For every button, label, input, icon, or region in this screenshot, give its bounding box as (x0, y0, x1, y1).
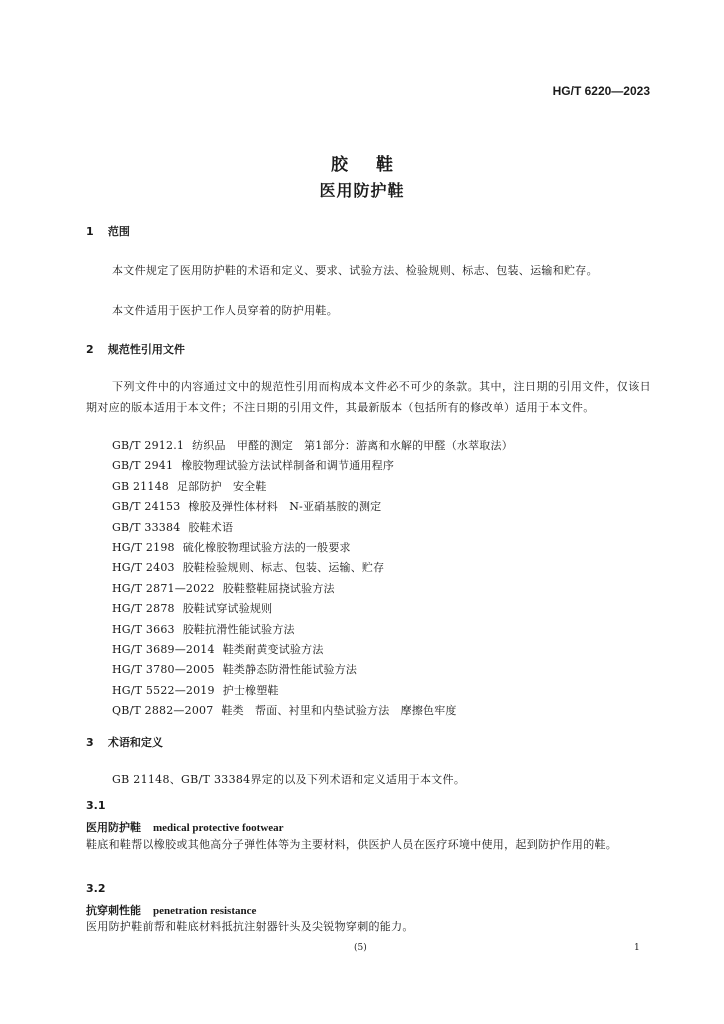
reference-item (112, 538, 513, 558)
reference-code: HG/T 2871—2022 (112, 581, 215, 595)
scope-paragraph-1: 本文件规定了医用防护鞋的术语和定义、要求、试验方法、检验规则、标志、包装、运输和贮存。 (112, 264, 598, 277)
section-number: 3 (86, 736, 94, 749)
reference-title: 足部防护 安全鞋 (176, 479, 267, 493)
reference-code: HG/T 3663 (112, 622, 175, 636)
reference-code: HG/T 2403 (112, 561, 175, 575)
reference-title: 胶鞋术语 (188, 520, 234, 534)
reference-code: HG/T 5522—2019 (112, 683, 215, 697)
reference-item (112, 701, 513, 721)
terms-intro-paragraph: GB 21148、GB/T 33384界定的以及下列术语和定义适用于本文件。 (112, 773, 466, 786)
title-sub: 医用防护鞋 (319, 181, 405, 200)
reference-title: 鞋类耐黄变试验方法 (222, 642, 324, 656)
reference-title: 橡胶物理试验方法试样制备和调节通用程序 (181, 459, 395, 473)
term-3-1-definition: 鞋底和鞋帮以橡胶或其他高分子弹性体等为主要材料，供医护人员在医疗环境中使用，起到防护作用的鞋。 (86, 838, 618, 851)
reference-title: 胶鞋抗滑性能试验方法 (182, 622, 295, 636)
scope-paragraph-2: 本文件适用于医护工作人员穿着的防护用鞋。 (112, 304, 338, 317)
section-2-heading (86, 341, 185, 357)
term-3-1-number: 3.1 (86, 799, 106, 812)
reference-code: GB 21148 (112, 479, 169, 493)
reference-code: GB/T 24153 (112, 500, 181, 514)
reference-title: 橡胶及弹性体材料 N-亚硝基胺的测定 (188, 500, 382, 514)
reference-code: GB/T 2912.1 (112, 439, 185, 452)
section-3-heading (86, 734, 163, 750)
title-main: 胶鞋 (331, 155, 421, 175)
reference-item (112, 477, 513, 497)
section-title: 范围 (107, 225, 130, 238)
reference-item (112, 456, 513, 476)
section-title: 术语和定义 (107, 736, 163, 749)
reference-code: HG/T 3689—2014 (112, 642, 215, 656)
reference-item (112, 640, 513, 660)
reference-item (112, 579, 513, 599)
reference-code: GB/T 2941 (112, 459, 174, 473)
term-chinese: 医用防护鞋 (86, 821, 141, 834)
reference-item (112, 681, 513, 701)
reference-item (112, 558, 513, 578)
reference-list (112, 436, 513, 721)
reference-title: 胶鞋整鞋屈挠试验方法 (222, 581, 335, 595)
section-1-heading (86, 223, 130, 239)
page-number-right: 1 (634, 943, 640, 953)
page-number-center: (5) (354, 943, 367, 953)
reference-code: HG/T 3780—2005 (112, 663, 215, 677)
reference-item (112, 660, 513, 680)
section-number: 1 (86, 225, 94, 238)
normative-references-paragraph: 下列文件中的内容通过文中的规范性引用而构成本文件必不可少的条款。其中，注日期的引用文件，仅该日期对应的版本适用于本文件；不注日期的引用文件，其最新版本（包括所有的修改单）适用于本文件。 (86, 380, 651, 414)
reference-item (112, 518, 513, 538)
section-number: 2 (86, 343, 94, 356)
term-3-1-line (86, 816, 284, 835)
reference-item (112, 436, 513, 456)
reference-code: GB/T 33384 (112, 520, 181, 534)
reference-code: HG/T 2878 (112, 602, 175, 616)
reference-code: HG/T 2198 (112, 540, 175, 554)
term-chinese: 抗穿刺性能 (86, 904, 141, 917)
document-code: HG/T 6220—2023 (552, 84, 650, 98)
reference-title: 鞋类 帮面、衬里和内垫试验方法 摩擦色牢度 (221, 704, 457, 718)
reference-title: 鞋类静态防滑性能试验方法 (222, 663, 358, 677)
reference-title: 硫化橡胶物理试验方法的一般要求 (182, 540, 351, 554)
reference-title: 护士橡塑鞋 (222, 683, 279, 697)
reference-code: QB/T 2882—2007 (112, 704, 214, 718)
section-title: 规范性引用文件 (107, 343, 185, 356)
reference-title: 胶鞋检验规则、标志、包装、运输、贮存 (182, 561, 385, 575)
reference-item (112, 599, 513, 619)
term-english: medical protective footwear (153, 822, 284, 834)
term-3-2-definition: 医用防护鞋前帮和鞋底材料抵抗注射器针头及尖锐物穿刺的能力。 (86, 920, 414, 933)
reference-item (112, 497, 513, 517)
reference-title: 纺织品 甲醛的测定 第1部分：游离和水解的甲醛（水萃取法） (192, 439, 513, 452)
reference-title: 胶鞋试穿试验规则 (182, 602, 273, 616)
reference-item (112, 620, 513, 640)
term-3-2-number: 3.2 (86, 882, 106, 895)
term-english: penetration resistance (153, 905, 257, 917)
